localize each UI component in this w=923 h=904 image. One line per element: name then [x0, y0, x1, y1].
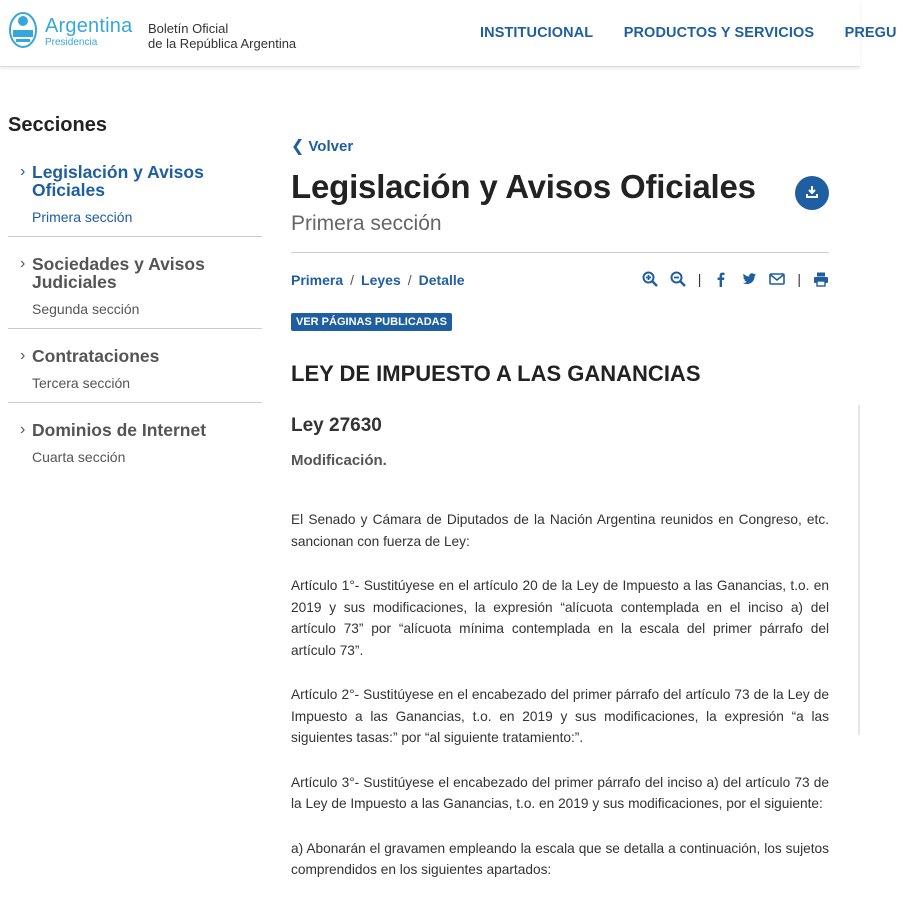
zoom-out-icon[interactable] — [670, 271, 686, 287]
breadcrumb-separator: / — [407, 272, 412, 288]
sidebar-item-label[interactable]: Dominios de Internet — [32, 420, 207, 440]
toolbar-separator: | — [697, 271, 702, 287]
chevron-left-icon: ❮ — [291, 138, 305, 155]
back-link[interactable] — [291, 136, 353, 156]
chevron-right-icon: › — [20, 421, 26, 438]
twitter-icon[interactable] — [741, 271, 757, 287]
sidebar-item-label[interactable]: Legislación y Avisos Oficiales — [32, 162, 204, 200]
top-nav — [480, 24, 923, 42]
sidebar-item-label[interactable]: Contrataciones — [32, 346, 160, 366]
page-title: Legislación y Avisos Oficiales — [291, 168, 756, 205]
boletin-line-2: de la República Argentina — [148, 36, 297, 51]
toolbar — [630, 271, 829, 287]
law-paragraph: a) Abonarán el gravamen empleando la escala que se detalla a continuación, los sujetos comprendidos en los siguientes apartados: — [291, 840, 829, 877]
nav-preguntas[interactable]: PREGU — [844, 25, 897, 41]
download-button[interactable] — [795, 176, 829, 210]
page-subtitle: Primera sección — [291, 212, 442, 235]
facebook-icon[interactable] — [713, 271, 729, 287]
breadcrumb-primera[interactable]: Primera — [291, 272, 344, 288]
sidebar-item-segunda[interactable] — [8, 255, 262, 329]
toolbar-separator: | — [797, 271, 801, 287]
brand-name: Argentina — [45, 15, 133, 37]
main-content — [291, 136, 829, 904]
breadcrumb-detalle[interactable]: Detalle — [418, 272, 465, 288]
sidebar-item-sub[interactable]: Cuarta sección — [32, 449, 126, 465]
breadcrumb — [291, 272, 465, 288]
site-header — [0, 0, 897, 67]
sidebar-item-label[interactable]: Sociedades y Avisos Judiciales — [32, 254, 205, 292]
chevron-right-icon: › — [20, 255, 26, 272]
boletin-title[interactable] — [148, 21, 296, 51]
law-paragraph: Artículo 2°- Sustitúyese en el encabezado del primer párrafo del artículo 73 de la Ley de Impuesto a las Ganancias, t.o. en 2019 y sus modificaciones, la expresión “a las siguientes tasas:” por “al siguiente tratamiento:”. — [291, 687, 829, 745]
print-icon[interactable] — [813, 271, 829, 287]
law-type: Modificación. — [291, 452, 387, 469]
sidebar-item-primera[interactable] — [8, 163, 262, 237]
zoom-in-icon[interactable] — [642, 271, 658, 287]
law-paragraph: Artículo 1°- Sustitúyese en el artículo 20 de la Ley de Impuesto a las Ganancias, t.o. en 2019 y sus modificaciones, la expresión “alícuota contemplada en el inciso a) del artículo 73” por “alícuota mínima contemplada en la escala del primer párrafo del artículo 73”. — [291, 578, 829, 658]
breadcrumb-leyes[interactable]: Leyes — [361, 272, 401, 288]
law-paragraph: Artículo 3°- Sustitúyese el encabezado del primer párrafo del inciso a) del artículo 73 de la Ley de Impuesto a las Ganancias, t.o. en 2019 y sus modificaciones, por el siguiente: — [291, 774, 829, 811]
chevron-right-icon: › — [20, 163, 26, 180]
sidebar-item-sub[interactable]: Segunda sección — [32, 301, 140, 317]
sidebar — [8, 114, 262, 494]
ver-paginas-button[interactable]: VER PÁGINAS PUBLICADAS — [291, 313, 452, 331]
breadcrumb-separator: / — [350, 272, 355, 288]
law-title: LEY DE IMPUESTO A LAS GANANCIAS — [291, 361, 701, 386]
sidebar-item-cuarta[interactable] — [8, 421, 262, 476]
boletin-line-1: Boletín Oficial — [148, 21, 229, 36]
back-label: Volver — [308, 138, 354, 155]
law-paragraph: El Senado y Cámara de Diputados de la Nación Argentina reunidos en Congreso, etc. sancionan con fuerza de Ley: — [291, 512, 829, 549]
nav-productos-servicios[interactable]: PRODUCTOS Y SERVICIOS — [623, 25, 815, 41]
sidebar-item-tercera[interactable] — [8, 347, 262, 403]
sidebar-item-sub[interactable]: Tercera sección — [32, 375, 131, 391]
brand-sub: Presidencia — [45, 37, 98, 48]
argentina-emblem-icon[interactable] — [8, 8, 38, 52]
scroll-edge — [858, 405, 860, 735]
download-icon — [805, 185, 819, 199]
law-body — [291, 509, 829, 881]
breadcrumb-row — [291, 253, 829, 301]
brand[interactable] — [45, 16, 132, 50]
email-icon[interactable] — [769, 271, 785, 287]
nav-institucional[interactable]: INSTITUCIONAL — [480, 25, 594, 41]
chevron-right-icon: › — [20, 347, 26, 364]
sidebar-title: Secciones — [8, 114, 107, 136]
sidebar-item-sub[interactable]: Primera sección — [32, 209, 133, 225]
law-number: Ley 27630 — [291, 415, 382, 436]
